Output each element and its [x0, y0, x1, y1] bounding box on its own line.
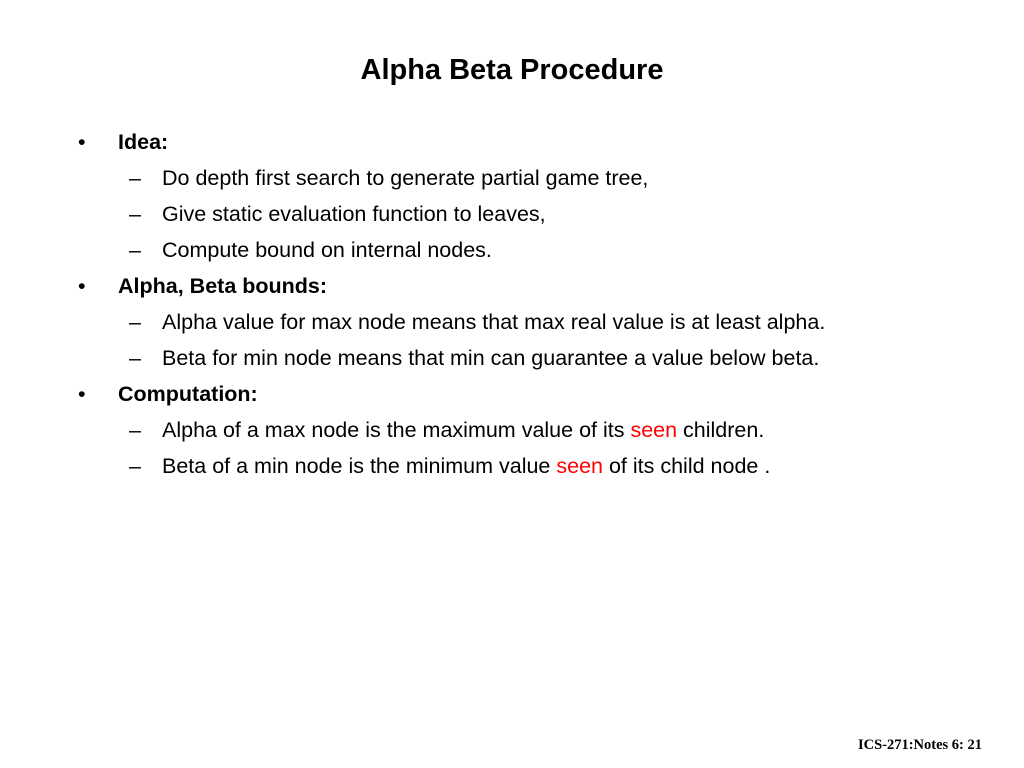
sub-item — [76, 236, 916, 264]
sub-item — [76, 164, 916, 192]
bullet-heading: Computation: — [118, 382, 258, 406]
bullet-idea — [76, 128, 916, 156]
highlighted-word: seen — [556, 454, 603, 478]
dash-marker: – — [129, 310, 141, 334]
sub-item — [76, 308, 916, 336]
slide-title: Alpha Beta Procedure — [360, 54, 664, 86]
text-segment: of its child node . — [602, 454, 771, 478]
highlighted-word: seen — [630, 418, 678, 442]
bullet-heading: Alpha, Beta bounds: — [118, 274, 328, 298]
bullet-alpha-beta-bounds — [76, 272, 916, 300]
sub-item-text: Give static evaluation function to leaves, — [162, 202, 546, 226]
text-segment: Alpha of a max node is the maximum value of its — [162, 418, 631, 442]
sub-item — [76, 200, 916, 228]
sub-item — [76, 344, 916, 372]
dash-marker: – — [129, 238, 141, 262]
dash-marker: – — [129, 454, 141, 478]
dash-marker: – — [129, 418, 141, 442]
bullet-marker: • — [78, 274, 86, 298]
slide-content — [76, 128, 916, 488]
dash-marker: – — [129, 202, 141, 226]
dash-marker: – — [129, 346, 141, 370]
sub-item-text — [162, 418, 764, 442]
bullet-computation — [76, 380, 916, 408]
bullet-marker: • — [78, 382, 86, 406]
bullet-marker: • — [78, 130, 86, 154]
dash-marker: – — [129, 166, 141, 190]
sub-item — [76, 416, 916, 444]
sub-item-text — [162, 454, 770, 478]
sub-item-text: Alpha value for max node means that max real value is at least alpha. — [162, 310, 826, 334]
slide-footer: ICS-271:Notes 6: 21 — [857, 737, 982, 753]
sub-item-text: Do depth first search to generate partial game tree, — [162, 166, 649, 190]
bullet-heading: Idea: — [118, 130, 169, 154]
sub-item-text: Beta for min node means that min can guarantee a value below beta. — [162, 346, 820, 370]
text-segment: Beta of a min node is the minimum value — [162, 454, 557, 478]
sub-item — [76, 452, 916, 480]
sub-item-text: Compute bound on internal nodes. — [162, 238, 492, 262]
text-segment: children. — [677, 418, 765, 442]
